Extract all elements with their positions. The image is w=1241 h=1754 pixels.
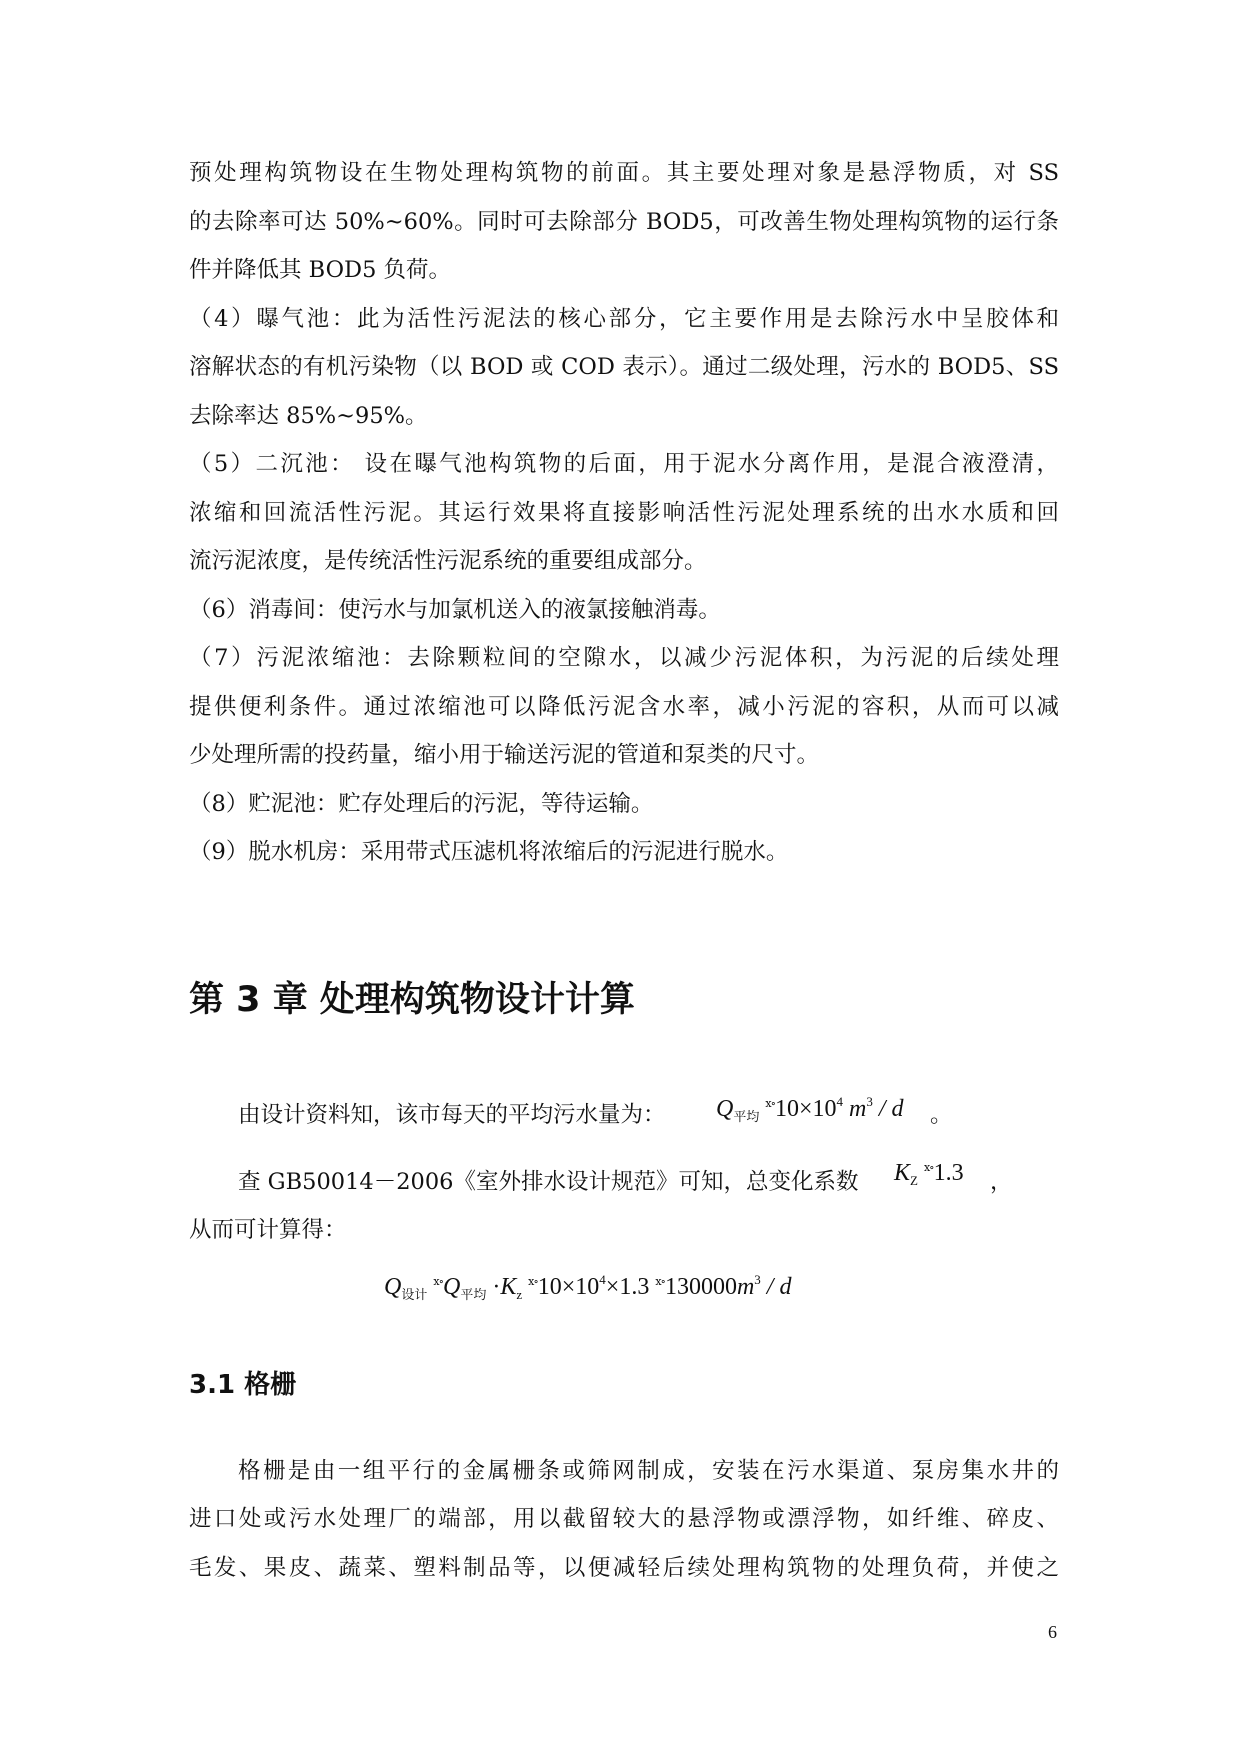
kz-formula [894, 1160, 964, 1189]
q-symbol: Q [716, 1096, 734, 1122]
multiply-dot: · [492, 1274, 501, 1300]
kz-symbol: K [500, 1274, 517, 1300]
body-line: 的去除率可达 50%~60%。同时可去除部分 BOD5，可改善生物处理构筑物的运行条 [189, 209, 1059, 235]
body-line: 去除率达 85%~95%。 [189, 403, 428, 429]
kz-subscript: z [516, 1287, 523, 1302]
section-title: 3.1 格栅 [189, 1370, 297, 1400]
equals-mark: ⅹ∘ [528, 1276, 538, 1288]
body-line: 溶解状态的有机污染物（以 BOD 或 COD 表示）。通过二级处理，污水的 BOD5、SS [189, 354, 1059, 380]
equals-mark: ⅹ∘ [655, 1276, 665, 1288]
kz-subscript: Z [910, 1173, 918, 1188]
equals-mark: ⅹ∘ [765, 1098, 775, 1110]
body-line: （5）二沉池： 设在曝气池构筑物的后面，用于泥水分离作用，是混合液澄清， [189, 451, 1059, 477]
q-unit: m [849, 1096, 867, 1122]
intro-line-2-end: ， [990, 1169, 1013, 1195]
q-unit-tail: / d [872, 1096, 904, 1122]
equals-mark: ⅹ∘ [923, 1162, 934, 1174]
body-line: （6）消毒间：使污水与加氯机送入的液氯接触消毒。 [189, 597, 721, 623]
q-design-symbol: Q [384, 1274, 402, 1300]
q-design-subscript: 设计 [401, 1287, 428, 1302]
equals-mark: ⅹ∘ [433, 1276, 443, 1288]
q-avg-symbol: Q [442, 1274, 461, 1300]
result-unit-exponent: 3 [754, 1272, 761, 1287]
q-subscript: 平均 [733, 1109, 760, 1124]
body-line: 少处理所需的投药量，缩小用于输送污泥的管道和泵类的尺寸。 [189, 742, 820, 768]
mid-tail: ×1.3 [605, 1274, 650, 1300]
kz-value: 1.3 [933, 1160, 964, 1186]
grate-line: 毛发、果皮、蔬菜、塑料制品等，以便减轻后续处理构筑物的处理负荷，并使之 [189, 1555, 1059, 1581]
mid-exponent: 4 [599, 1272, 606, 1287]
page-number: 6 [1048, 1622, 1057, 1642]
body-line: 预处理构筑物设在生物处理构筑物的前面。其主要处理对象是悬浮物质，对 SS [189, 160, 1059, 186]
result-unit: m [736, 1274, 755, 1300]
kz-symbol: K [894, 1160, 911, 1186]
body-line: （4）曝气池：此为活性污泥法的核心部分，它主要作用是去除污水中呈胶体和 [189, 306, 1059, 332]
body-line: （7）污泥浓缩池：去除颗粒间的空隙水，以减少污泥体积，为污泥的后续处理 [189, 645, 1059, 671]
design-flow-formula [384, 1272, 791, 1303]
body-line: （9）脱水机房：采用带式压滤机将浓缩后的污泥进行脱水。 [189, 839, 789, 865]
q-exponent: 4 [836, 1094, 844, 1109]
intro-line-1-end: 。 [930, 1102, 953, 1128]
q-avg-formula [716, 1094, 904, 1125]
intro-text: 由设计资料知，该市每天的平均污水量为： [238, 1102, 666, 1128]
grate-line: 格栅是由一组平行的金属栅条或筛网制成，安装在污水渠道、泵房集水井的 [238, 1458, 1059, 1484]
body-line: （8）贮泥池：贮存处理后的污泥，等待运输。 [189, 791, 654, 817]
body-line: 流污泥浓度，是传统活性污泥系统的重要组成部分。 [189, 548, 707, 574]
intro-line-3: 从而可计算得： [189, 1217, 347, 1243]
body-line: 件并降低其 BOD5 负荷。 [189, 257, 452, 283]
intro-line-2: 查 GB50014－2006《室外排水设计规范》可知，总变化系数 [238, 1169, 859, 1195]
grate-line: 进口处或污水处理厂的端部，用以截留较大的悬浮物或漂浮物，如纤维、碎皮、 [189, 1506, 1059, 1532]
q-unit-exponent: 3 [866, 1094, 873, 1109]
mid-value: 10×10 [537, 1274, 600, 1300]
intro-line-1 [238, 1100, 666, 1130]
body-line: 浓缩和回流活性污泥。其运行效果将直接影响活性污泥处理系统的出水水质和回 [189, 500, 1059, 526]
q-value: 10×10 [774, 1096, 837, 1122]
result-unit-tail: / d [760, 1274, 792, 1300]
chapter-title: 第 3 章 处理构筑物设计计算 [189, 980, 635, 1020]
body-line: 提供便利条件。通过浓缩池可以降低污泥含水率，减小污泥的容积，从而可以减 [189, 694, 1059, 720]
q-avg-subscript: 平均 [460, 1287, 487, 1302]
result-value: 130000 [664, 1274, 737, 1300]
